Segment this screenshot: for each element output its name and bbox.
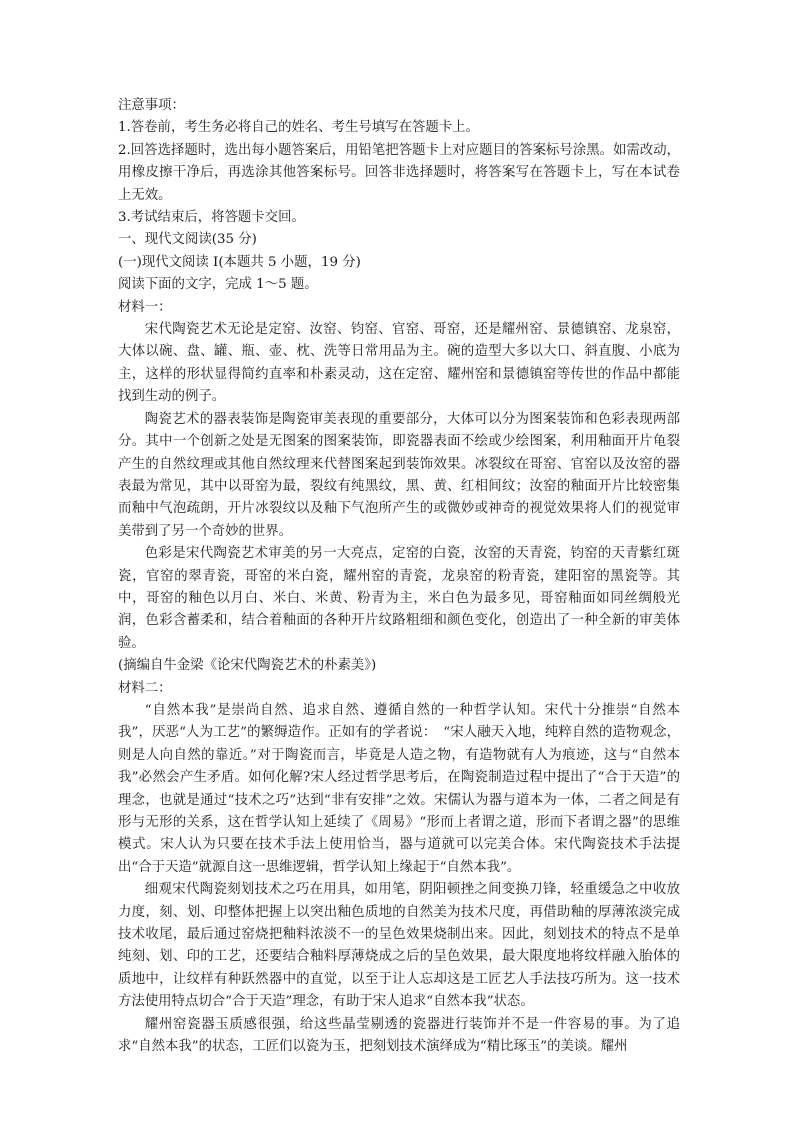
exam-page (118, 95, 680, 1058)
section-subheading: (一)现代文阅读 I(本题共 5 小题，19 分) (118, 254, 361, 270)
material-2-label: 材料二： (118, 680, 172, 696)
material-1-label: 材料一： (118, 299, 172, 315)
section-heading: 一、现代文阅读(35 分) (118, 232, 257, 248)
material-2-paragraph: 耀州窑瓷器玉质感很强，给这些晶莹剔透的瓷器进行装饰并不是一件容易的事。为了追求“自然本我”的状态，工匠们以瓷为玉，把刻划技术演绎成为“精比琢玉”的美谈。耀州 (118, 1016, 680, 1055)
material-1-source: (摘编自牛金梁《论宋代陶瓷艺术的朴素美》) (118, 658, 377, 674)
reading-instruction: 阅读下面的文字，完成 1～5 题。 (118, 277, 318, 293)
notice-item: 1.答卷前，考生务必将自己的姓名、考生号填写在答题卡上。 (118, 120, 479, 136)
material-1-paragraph: 色彩是宋代陶瓷艺术审美的另一大亮点，定窑的白瓷，汝窑的天青瓷，钧窑的天青紫红斑瓷，官窑的翠青瓷，哥窑的米白瓷，耀州窑的青瓷，龙泉窑的粉青瓷，建阳窑的黑瓷等。其中，哥窑的釉色以月白、米白、米黄、粉青为主，米白色为最多见，哥窑釉面如同丝绸般光润，色彩含蓄柔和，结合着釉面的各种开片纹路粗细和颜色变化，创造出了一种全新的审美体验。 (118, 546, 680, 651)
material-1-paragraph: 陶瓷艺术的器表装饰是陶瓷审美表现的重要部分，大体可以分为图案装饰和色彩表现两部分。其中一个创新之处是无图案的图案装饰，即瓷器表面不绘或少绘图案，利用釉面开片龟裂产生的自然纹理或其他自然纹理来代替图案起到装饰效果。冰裂纹在哥窑、官窑以及汝窑的器表最为常见，其中以哥窑为最，裂纹有纯黑纹，黑、黄、红相间纹；汝窑的釉面开片比较密集而釉中气泡疏朗，开片冰裂纹以及釉下气泡所产生的或微妙或神奇的视觉效果将人们的视觉审美带到了另一个奇妙的世界。 (118, 411, 680, 539)
notice-title: 注意事项： (118, 98, 185, 113)
material-1-paragraph: 宋代陶瓷艺术无论是定窑、汝窑、钧窑、官窑、哥窑，还是耀州窑、景德镇窑、龙泉窑，大体以碗、盘、罐、瓶、壶、枕、洗等日常用品为主。碗的造型大多以大口、斜直腹、小底为主，这样的形状显得简约直率和朴素灵动，这在定窑、耀州窑和景德镇窑等传世的作品中都能找到生动的例子。 (118, 322, 680, 405)
material-2-paragraph: 细观宋代陶瓷刻划技术之巧在用具，如用笔，阴阳顿挫之间变换刀锋，轻重缓急之中收放力度，刻、划、印整体把握上以突出釉色质地的自然美为技术尺度，再借助釉的厚薄浓淡完成技术收尾，最后通过窑烧把釉料浓淡不一的呈色效果烧制出来。因此，刻划技术的特点不是单纯刻、划、印的工艺，还要结合釉料厚薄烧成之后的呈色效果，最大限度地将纹样融入胎体的质地中，让纹样有种跃然器中的直觉，以至于让人忘却这是工匠艺人手法技巧所为。这一技术方法使用特点切合“合于天造”理念，有助于宋人追求“自然本我”状态。 (118, 882, 680, 1010)
notice-item: 2.回答选择题时，选出每小题答案后，用铅笔把答题卡上对应题目的答案标号涂黑。如需改动，用橡皮擦干净后，再选涂其他答案标号。回答非选择题时，将答案写在答题卡上，写在本试卷上无效。 (118, 142, 680, 203)
material-2-paragraph: “自然本我”是崇尚自然、追求自然、遵循自然的一种哲学认知。宋代十分推崇“自然本我”，厌恶“人为工艺”的繁缛造作。正如有的学者说： “宋人融天入地，纯粹自然的造物观念，则是人向自然的靠近。”对于陶瓷而言，毕竟是人造之物，有造物就有人为痕迹，这与“自然本我”必然会产生矛盾。如何化解?宋人经过哲学思考后，在陶瓷制造过程中提出了“合于天造”的理念，也就是通过“技术之巧”达到“非有安排”之效。宋儒认为器与道本为一体，二者之间是有形与无形的关系，这在哲学认知上延续了《周易》“形而上者谓之道，形而下者谓之器”的思维模式。宋人认为只要在技术手法上使用恰当，器与道就可以完美合体。宋代陶瓷技术手法提出“合于天造”就源自这一思维逻辑，哲学认知上缘起于“自然本我”。 (118, 702, 680, 875)
notice-item: 3.考试结束后，将答题卡交回。 (118, 210, 305, 226)
